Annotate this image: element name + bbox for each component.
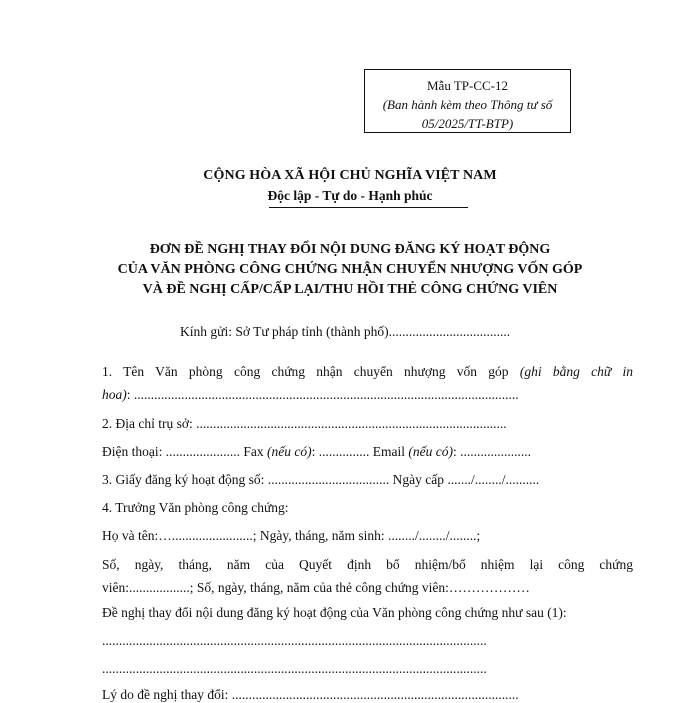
fax-note: (nếu có) (267, 444, 312, 459)
office-name-dots: : .................................................................................................................. (126, 387, 519, 402)
field-address: 2. Địa chỉ trụ sở: ............................................................................................ (102, 416, 507, 431)
office-name-note: (ghi bằng chữ in (519, 364, 634, 379)
greeting: Kính gửi: Sở Tư pháp tỉnh (thành phố).................................... (180, 324, 511, 339)
email-note: (nếu có) (408, 444, 453, 459)
field-person: Họ và tên:…........................; Ngày, tháng, năm sinh: ......../......../........; (102, 528, 481, 543)
email-dots: : ..................... (452, 444, 531, 459)
form-code: Mẫu TP-CC-12 (426, 78, 508, 93)
national-title: CỘNG HÒA XÃ HỘI CHỦ NGHĨA VIỆT NAM (203, 168, 497, 183)
field-head: 4. Trưởng Văn phòng công chứng: (102, 500, 289, 515)
document-title (0, 240, 700, 300)
office-name-label: 1. Tên Văn phòng công chứng nhận chuyển nhượng vốn góp (102, 364, 509, 379)
field-decision-2: viên:..................; Số, ngày, tháng, năm của thẻ công chứng viên:……………… (102, 580, 530, 595)
field-contact (102, 444, 531, 460)
field-license: 3. Giấy đăng ký hoạt động số: .................................... Ngày cấp ......./......../.......... (102, 472, 540, 487)
field-reason: Lý do đề nghị thay đổi: ..................................................................................... (102, 687, 519, 702)
field-request: Đề nghị thay đổi nội dung đăng ký hoạt động của Văn phòng công chứng như sau (1): (102, 605, 567, 620)
office-name-note-cont: hoa) (102, 387, 127, 402)
title-line-3: VÀ ĐỀ NGHỊ CẤP/CẤP LẠI/THU HỒI THẺ CÔNG CHỨNG VIÊN (142, 282, 558, 297)
dotted-line-1: .................................................................................................................. (102, 633, 487, 648)
issued-by-line1: (Ban hành kèm theo Thông tư số (382, 97, 553, 112)
email-label: : ............... Email (311, 444, 409, 459)
field-decision-1: Số, ngày, tháng, năm của Quyết định bổ nhiệm/bổ nhiệm lại công chứng (102, 557, 633, 572)
field-office-name-cont (102, 387, 519, 403)
form-code-box (364, 69, 571, 133)
phone-label: Điện thoại: ...................... Fax (102, 444, 267, 459)
issued-by-line2: 05/2025/TT-BTP) (421, 116, 514, 131)
field-office-name (102, 364, 633, 380)
title-line-2: CỦA VĂN PHÒNG CÔNG CHỨNG NHẬN CHUYỂN NHƯỢNG VỐN GÓP (117, 262, 583, 277)
dotted-line-2: .................................................................................................................. (102, 661, 487, 676)
motto-underline (269, 207, 468, 208)
national-motto: Độc lập - Tự do - Hạnh phúc (267, 188, 433, 203)
title-line-1: ĐƠN ĐỀ NGHỊ THAY ĐỔI NỘI DUNG ĐĂNG KÝ HOẠT ĐỘNG (149, 242, 551, 257)
